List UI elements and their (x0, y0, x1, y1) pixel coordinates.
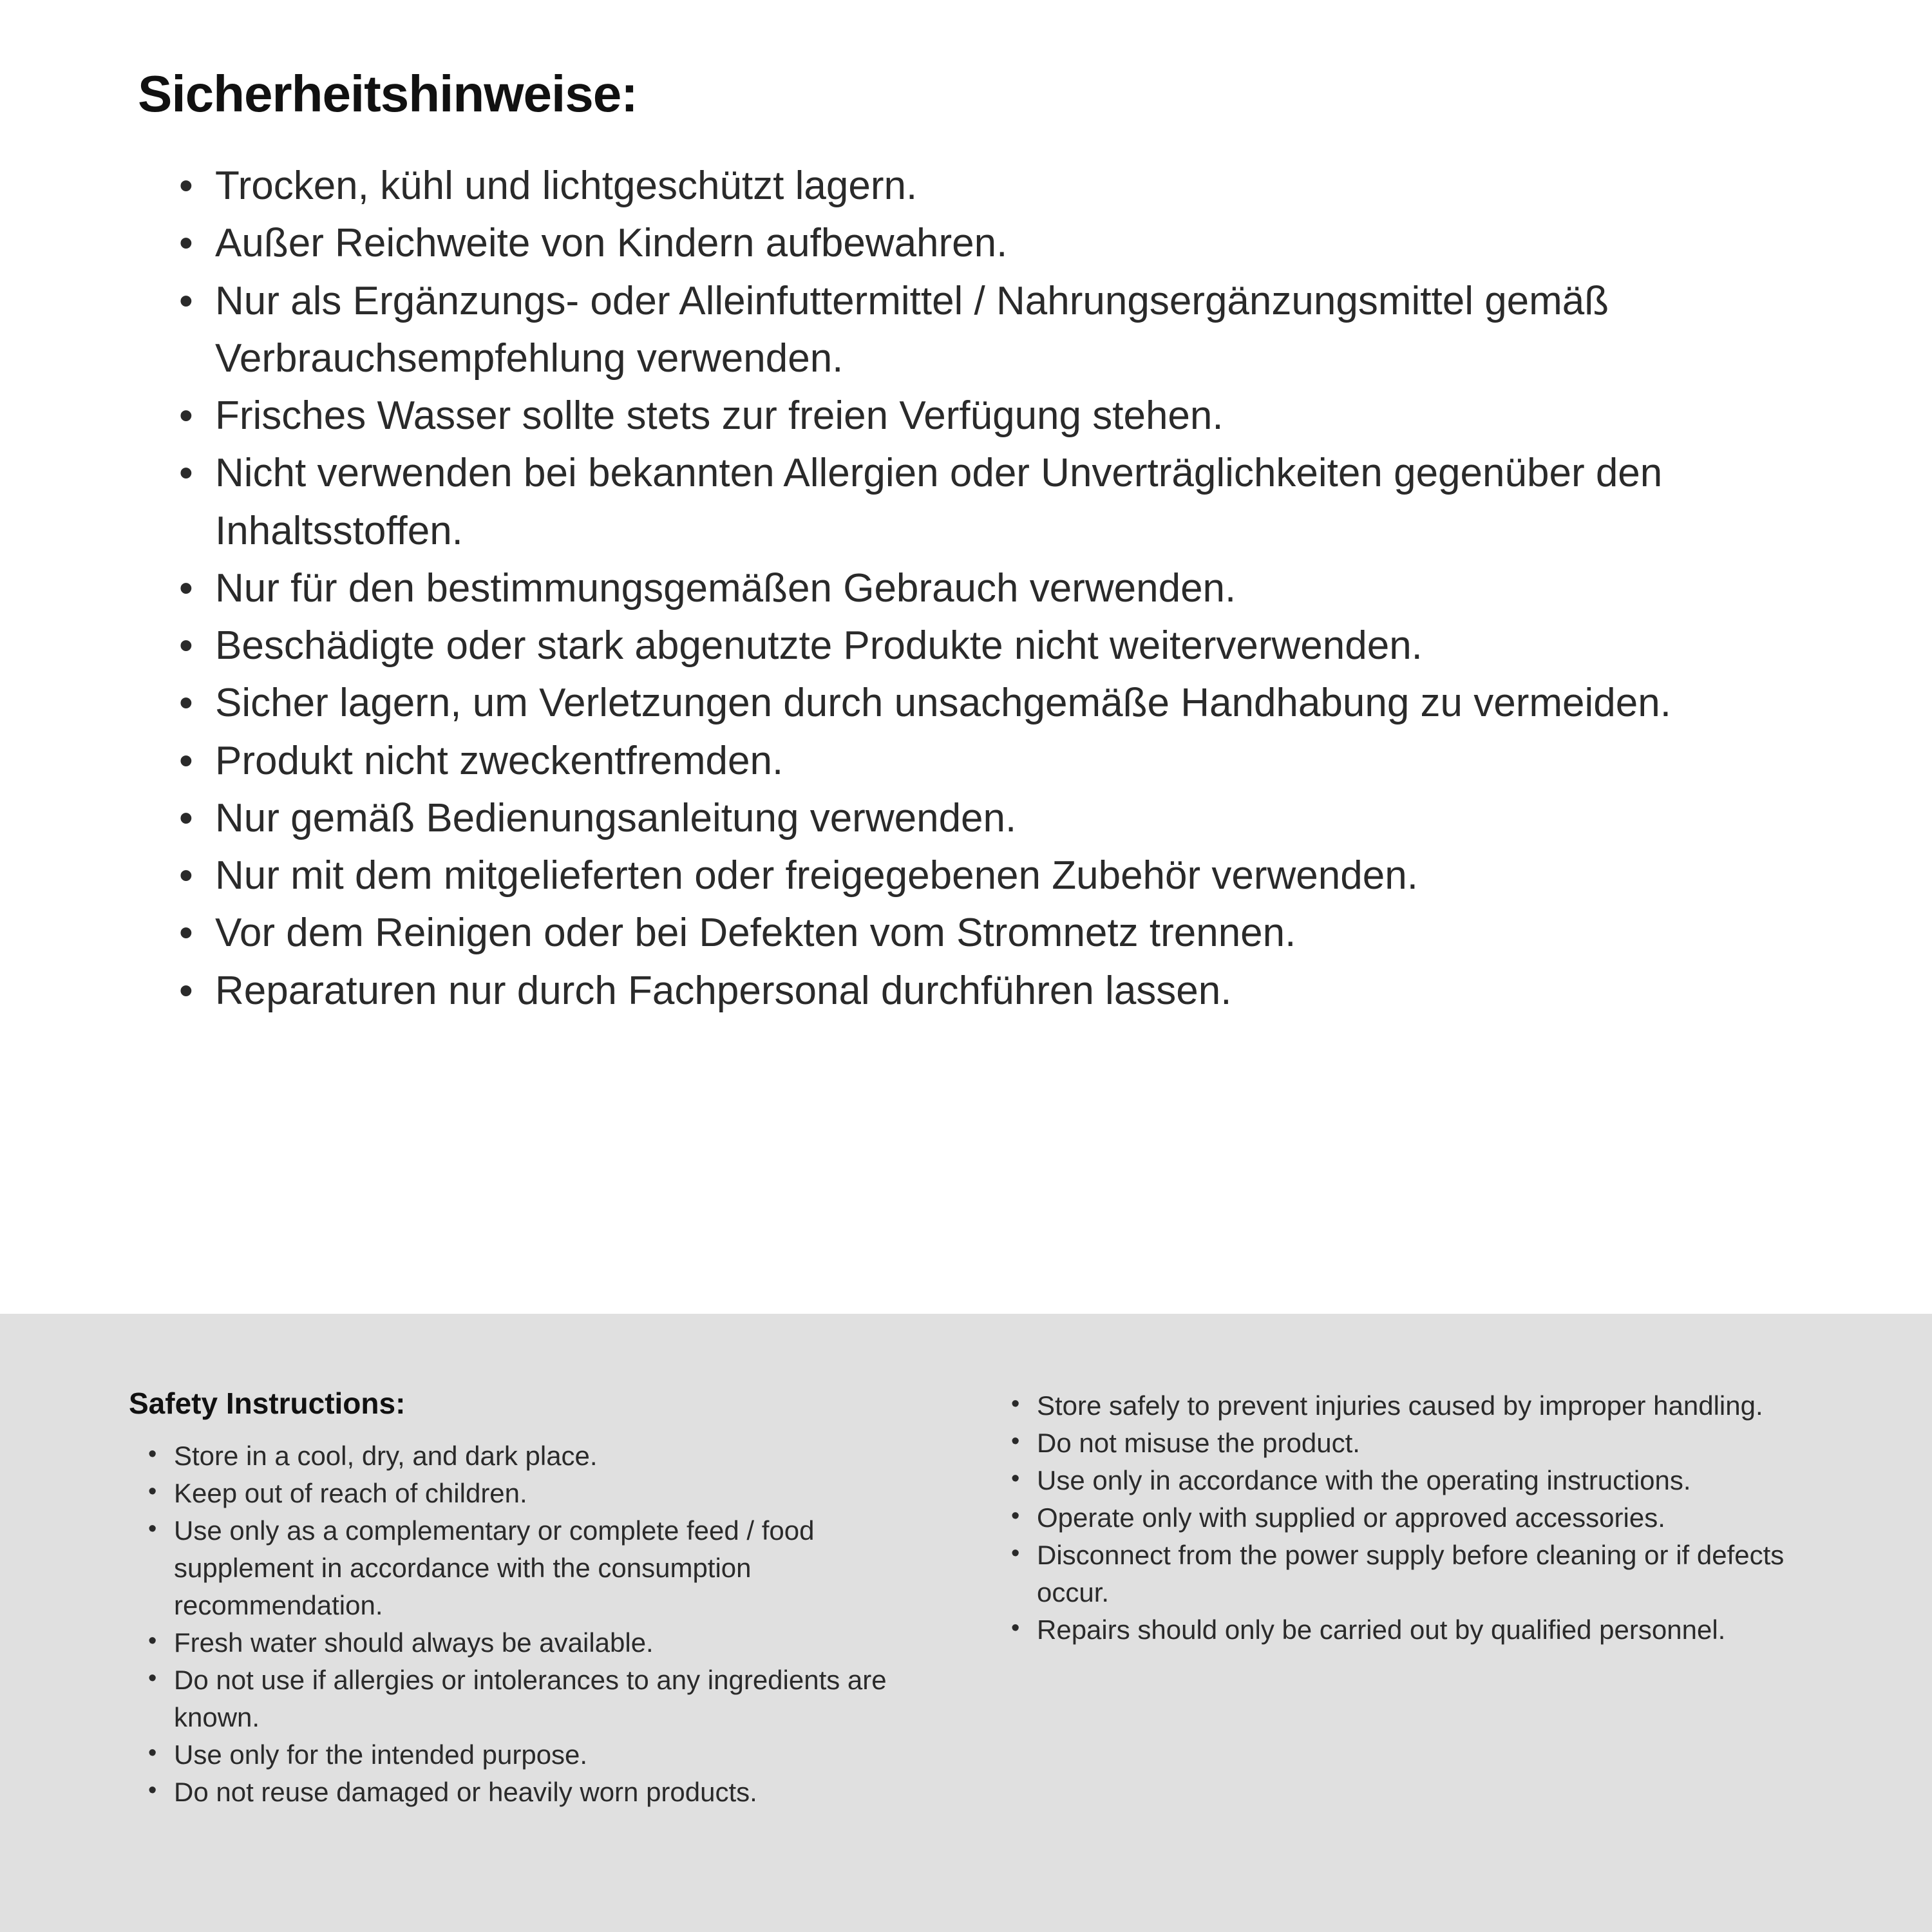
german-safety-item: • Nur für den bestimmungsgemäßen Gebrauch verwenden. (179, 560, 1776, 617)
english-safety-item: • Store in a cool, dry, and dark place. (148, 1437, 895, 1475)
german-safety-item: • Frisches Wasser sollte stets zur freien Verfügung stehen. (179, 387, 1776, 444)
german-safety-item: • Vor dem Reinigen oder bei Defekten vom Stromnetz trennen. (179, 904, 1776, 961)
english-safety-item: • Operate only with supplied or approved accessories. (1011, 1499, 1835, 1537)
english-safety-list-left (129, 1437, 895, 1811)
english-safety-item: • Keep out of reach of children. (148, 1475, 895, 1512)
english-safety-item: • Use only for the intended purpose. (148, 1736, 895, 1774)
english-right-column (1011, 1386, 1835, 1932)
german-safety-item: • Produkt nicht zweckentfremden. (179, 732, 1776, 790)
english-safety-item: • Disconnect from the power supply before cleaning or if defects occur. (1011, 1537, 1835, 1611)
english-safety-item: • Repairs should only be carried out by qualified personnel. (1011, 1611, 1835, 1649)
english-safety-item: • Use only in accordance with the operating instructions. (1011, 1462, 1835, 1499)
german-safety-item: • Sicher lagern, um Verletzungen durch unsachgemäße Handhabung zu vermeiden. (179, 674, 1776, 732)
german-section-heading: Sicherheitshinweise: (138, 65, 638, 122)
german-safety-item: • Nur als Ergänzungs- oder Alleinfuttermittel / Nahrungsergänzungsmittel gemäß Verbrauchsempfehlung verwenden. (179, 272, 1776, 388)
german-safety-item: • Beschädigte oder stark abgenutzte Produkte nicht weiterverwenden. (179, 617, 1776, 674)
english-safety-section (0, 1314, 1932, 1932)
english-safety-item: • Do not misuse the product. (1011, 1425, 1835, 1462)
german-safety-item: • Nur mit dem mitgelieferten oder freigegebenen Zubehör verwenden. (179, 847, 1776, 904)
german-safety-item: • Außer Reichweite von Kindern aufbewahren. (179, 214, 1776, 272)
german-safety-item: • Reparaturen nur durch Fachpersonal durchführen lassen. (179, 962, 1776, 1019)
german-safety-item: • Nicht verwenden bei bekannten Allergien oder Unverträglichkeiten gegenüber den Inhaltsstoffen. (179, 444, 1776, 560)
german-safety-list (138, 157, 1776, 1019)
german-safety-item: • Trocken, kühl und lichtgeschützt lagern. (179, 157, 1776, 214)
english-safety-item: • Store safely to prevent injuries caused by improper handling. (1011, 1387, 1835, 1425)
english-safety-list-right (1011, 1387, 1835, 1649)
english-left-column (129, 1386, 895, 1932)
english-safety-item: • Use only as a complementary or complete feed / food supplement in accordance with the consumption recommendation. (148, 1512, 895, 1624)
english-safety-item: • Fresh water should always be available. (148, 1624, 895, 1662)
english-safety-item: • Do not use if allergies or intolerances to any ingredients are known. (148, 1662, 895, 1736)
english-safety-item: • Do not reuse damaged or heavily worn products. (148, 1774, 895, 1811)
german-safety-item: • Nur gemäß Bedienungsanleitung verwenden. (179, 790, 1776, 847)
english-section-heading: Safety Instructions: (129, 1387, 406, 1420)
